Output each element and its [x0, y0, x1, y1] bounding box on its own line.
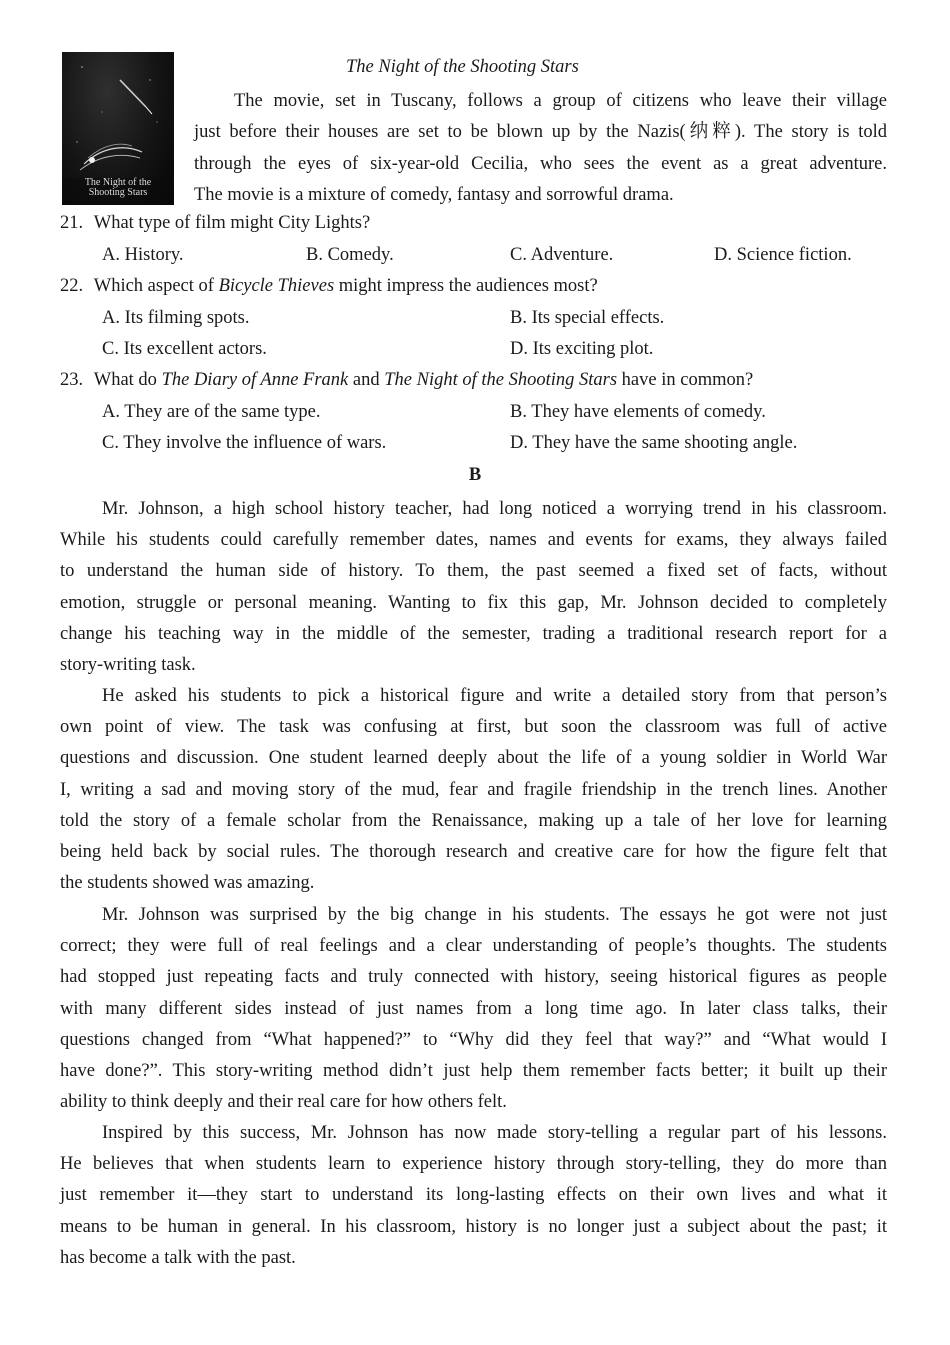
option-letter: C. — [102, 433, 119, 453]
passage-line: have done?”. This story-writing method didn’t just help them remember facts better; it built up their — [60, 1060, 887, 1081]
passage-line: He believes that when students learn to experience history through story-telling, they do more than — [60, 1154, 887, 1175]
option-text: Its filming spots. — [124, 308, 250, 328]
option-text: Comedy. — [327, 245, 394, 265]
description-line: The movie is a mixture of comedy, fantasy and sorrowful drama. — [194, 184, 674, 205]
option-text: Its exciting plot. — [532, 339, 654, 359]
passage-paragraph-1 — [60, 494, 887, 681]
film-title-bicycle-thieves: Bicycle Thieves — [218, 276, 335, 296]
passage-paragraph-3 — [60, 900, 887, 1118]
passage-line: just remember it—they start to understand its long-lasting effects on their own lives and what it — [60, 1185, 887, 1206]
option-text: They involve the influence of wars. — [123, 433, 387, 453]
question-number: 22. — [60, 276, 84, 296]
passage-line: story-writing task. — [60, 654, 196, 675]
option-letter: C. — [510, 245, 527, 265]
passage-paragraph-2 — [60, 681, 887, 899]
option-text: Its special effects. — [531, 308, 665, 328]
question-text-before: Which aspect of — [93, 276, 219, 296]
option-letter: B. — [510, 402, 527, 422]
option-22-a — [102, 308, 250, 329]
question-21 — [60, 213, 370, 234]
film-title-diary: The Diary of Anne Frank — [161, 370, 349, 390]
option-21-c — [510, 245, 613, 266]
passage-line: He asked his students to pick a historical figure and write a detailed story from that person’s — [102, 686, 887, 706]
option-23-a — [102, 402, 321, 423]
passage-line: Mr. Johnson was surprised by the big change in his students. The essays he got were not just — [102, 905, 887, 925]
option-22-c — [102, 339, 267, 360]
option-letter: A. — [102, 308, 120, 328]
passage-line: While his students could carefully remember dates, names and events for exams, they always failed — [60, 530, 887, 551]
film-title-shooting-stars: The Night of the Shooting Stars — [384, 370, 618, 390]
option-text: They are of the same type. — [124, 402, 321, 422]
option-letter: C. — [102, 339, 119, 359]
description-line: just before their houses are set to be blown up by the Nazis(纳粹). The story is told — [194, 122, 887, 143]
poster-caption-line-2: Shooting Stars — [88, 187, 148, 198]
passage-line: Inspired by this success, Mr. Johnson has now made story-telling a regular part of his lessons. — [102, 1123, 887, 1143]
question-text-part-1: What do — [93, 370, 162, 390]
option-text: Science fiction. — [736, 245, 852, 265]
movie-description — [194, 86, 887, 211]
passage-line: has become a talk with the past. — [60, 1247, 296, 1268]
description-line: through the eyes of six-year-old Cecilia, who sees the event as a great adventure. — [194, 153, 887, 174]
passage-paragraph-4 — [60, 1118, 887, 1274]
description-line: The movie, set in Tuscany, follows a group of citizens who leave their village — [234, 91, 887, 111]
option-letter: A. — [102, 402, 120, 422]
option-letter: D. — [510, 339, 528, 359]
option-letter: B. — [510, 308, 527, 328]
question-text-part-3: have in common? — [617, 370, 754, 390]
passage-line: correct; they were full of real feelings and a clear understanding of people’s thoughts. The students — [60, 936, 887, 957]
question-text: What type of film might City Lights? — [93, 213, 371, 233]
question-text-after: might impress the audiences most? — [334, 276, 598, 296]
passage-line: ability to think deeply and their real care for how others felt. — [60, 1092, 507, 1113]
option-text: Adventure. — [530, 245, 614, 265]
passage-line: being held back by social rules. The thorough research and creative care for how the figure felt that — [60, 841, 887, 862]
option-23-b — [510, 402, 766, 423]
option-21-b — [306, 245, 394, 266]
option-letter: D. — [510, 433, 528, 453]
option-letter: D. — [714, 245, 732, 265]
passage-line: emotion, struggle or personal meaning. Wanting to fix this gap, Mr. Johnson decided to completely — [60, 592, 887, 613]
passage-line: own point of view. The task was confusing at first, but soon the classroom was full of active — [60, 717, 887, 738]
passage-line: change his teaching way in the middle of the semester, trading a traditional research report for a — [60, 623, 887, 644]
passage-line: told the story of a female scholar from the Renaissance, making up a tale of her love for learning — [60, 810, 887, 831]
section-b-heading: B — [468, 465, 482, 485]
option-letter: B. — [306, 245, 323, 265]
poster-caption-line-1: The Night of the — [84, 177, 152, 188]
question-number: 23. — [60, 370, 84, 390]
option-23-c — [102, 433, 386, 454]
poster-caption — [62, 178, 174, 198]
movie-poster — [62, 52, 174, 205]
option-text: They have the same shooting angle. — [532, 433, 798, 453]
option-23-d — [510, 433, 797, 454]
option-21-a — [102, 245, 184, 266]
passage-line: I, writing a sad and moving story of the mud, fear and fragile friendship in the trench lines. Another — [60, 779, 887, 800]
passage-line: the students showed was amazing. — [60, 873, 315, 894]
option-letter: A. — [102, 245, 120, 265]
question-number: 21. — [60, 213, 84, 233]
question-22 — [60, 276, 598, 297]
passage-line: Mr. Johnson, a high school history teacher, had long noticed a worrying trend in his classroom. — [102, 499, 887, 519]
option-22-d — [510, 339, 653, 360]
option-text: They have elements of comedy. — [531, 402, 766, 422]
passage-line: questions and discussion. One student learned deeply about the life of a young soldier in World War — [60, 748, 887, 769]
question-text-part-2: and — [348, 370, 385, 390]
option-text: Its excellent actors. — [123, 339, 267, 359]
passage-line: means to be human in general. In his classroom, history is no longer just a subject about the past; it — [60, 1216, 887, 1237]
passage-line: with many different sides instead of just names from a long time ago. In later class talks, their — [60, 998, 887, 1019]
passage-line: had stopped just repeating facts and truly connected with history, seeing historical figures as people — [60, 967, 887, 988]
question-23 — [60, 370, 753, 391]
option-21-d — [714, 245, 852, 266]
passage-line: questions changed from “What happened?” to “Why did they feel that way?” and “What would I — [60, 1029, 887, 1050]
option-22-b — [510, 308, 664, 329]
passage-line: to understand the human side of history. To them, the past seemed a fixed set of facts, without — [60, 561, 887, 582]
movie-title: The Night of the Shooting Stars — [346, 57, 579, 77]
option-text: History. — [124, 245, 184, 265]
